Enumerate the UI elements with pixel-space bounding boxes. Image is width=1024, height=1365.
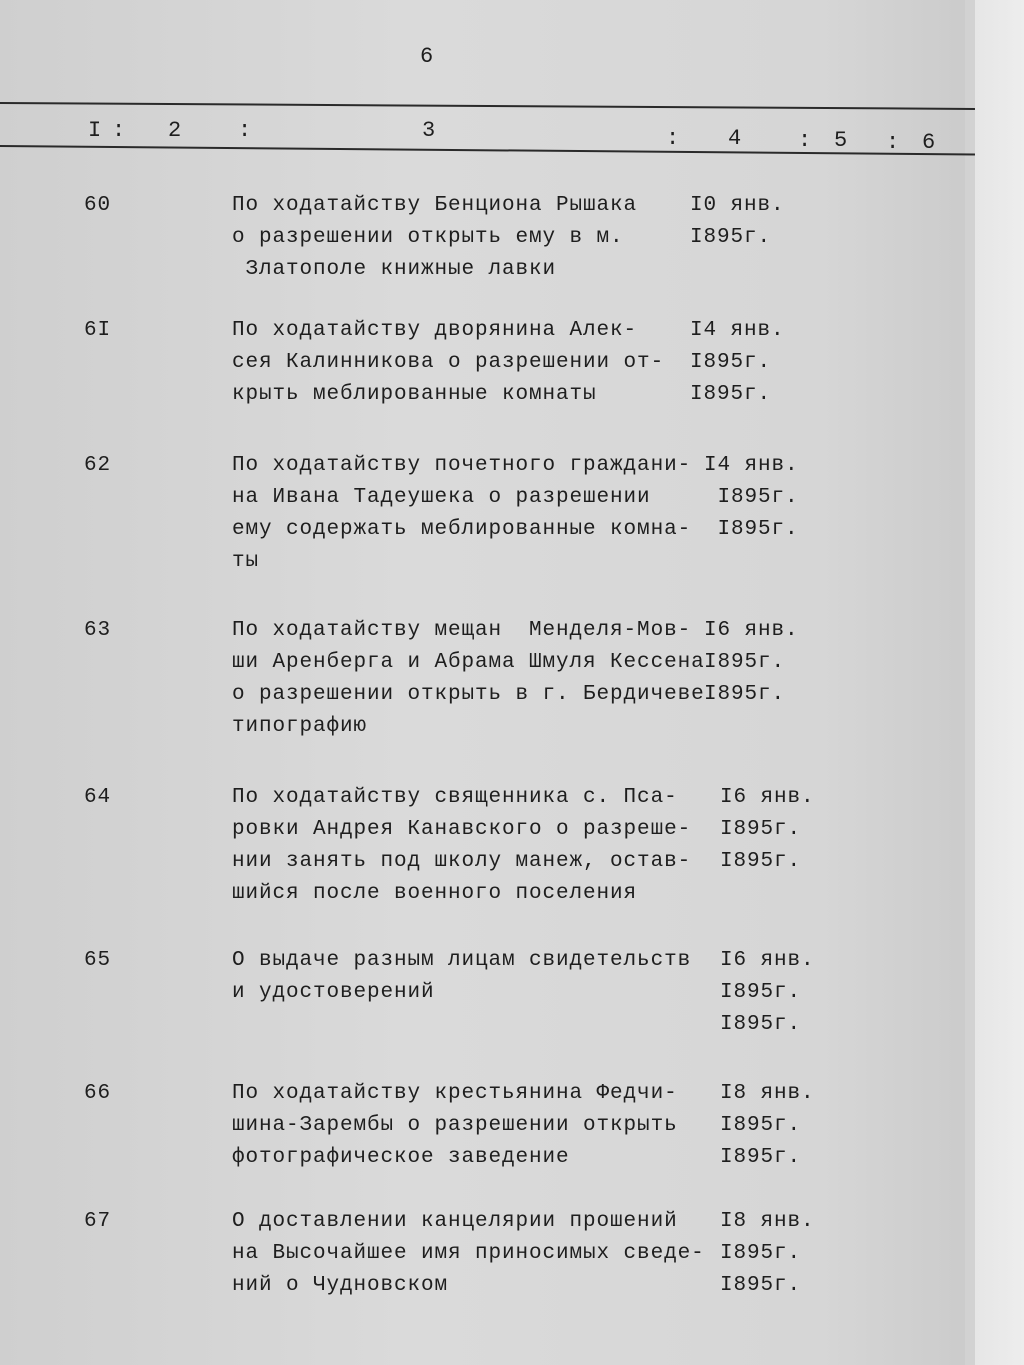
entry-number: 63	[84, 619, 112, 642]
description-line: крыть меблированные комнаты	[232, 383, 597, 406]
description-line: ши Аренберга и Абрама Шмуля Кессена	[232, 651, 705, 674]
description-line: ровки Андрея Канавского о разреше-	[232, 818, 692, 841]
date-line: I895г.	[720, 818, 802, 841]
entry-dates	[690, 190, 785, 254]
entry-description	[232, 1078, 678, 1174]
date-line: I895г.	[690, 383, 772, 406]
date-line: I6 янв.	[720, 949, 815, 972]
description-line: шина-Зарембы о разрешении открыть	[232, 1114, 678, 1137]
date-line: I895г.	[720, 1114, 802, 1137]
entry-description	[232, 615, 705, 743]
underlying-page-edge	[975, 0, 1024, 1365]
entry-dates	[690, 315, 785, 411]
entry-dates	[720, 1078, 815, 1174]
header-bottom-rule	[0, 145, 975, 156]
description-line: на Ивана Тадеушека о разрешении	[232, 486, 651, 509]
description-line: шийся после военного поселения	[232, 882, 638, 905]
entry-dates	[704, 450, 799, 546]
date-line: I895г.	[720, 1146, 802, 1169]
entry-dates	[720, 782, 815, 878]
description-line: По ходатайству священника с. Пса-	[232, 786, 678, 809]
date-line: I895г.	[704, 651, 786, 674]
description-line: ты	[232, 550, 260, 573]
description-line: на Высочайшее имя приносимых сведе-	[232, 1242, 705, 1265]
paper-edge-shadow	[965, 0, 975, 1365]
entry-description	[232, 315, 664, 411]
entry-dates	[704, 615, 799, 711]
date-line: I895г.	[720, 981, 802, 1004]
date-line: I895г.	[704, 683, 786, 706]
date-line: I895г.	[720, 850, 802, 873]
date-line: I895г.	[720, 1242, 802, 1265]
entry-number: 60	[84, 194, 112, 217]
entry-number: 6I	[84, 319, 112, 342]
entry-dates	[720, 945, 815, 1041]
date-line: I6 янв.	[704, 619, 799, 642]
column-header-4: 4	[728, 126, 742, 151]
header-top-rule	[0, 102, 975, 110]
column-header-1: I	[88, 118, 102, 143]
description-line: типографию	[232, 715, 368, 738]
entry-number: 64	[84, 786, 112, 809]
description-line: По ходатайству крестьянина Федчи-	[232, 1082, 678, 1105]
date-line: I4 янв.	[690, 319, 785, 342]
description-line: о разрешении открыть ему в м.	[232, 226, 624, 249]
description-line: сея Калинникова о разрешении от-	[232, 351, 665, 374]
description-line: О выдаче разным лицам свидетельств	[232, 949, 692, 972]
entry-description	[232, 945, 691, 1009]
page-number: 6	[420, 44, 434, 69]
description-line: и удостоверений	[232, 981, 435, 1004]
entry-dates	[720, 1206, 815, 1302]
date-line: I895г.	[720, 1013, 802, 1036]
entry-number: 65	[84, 949, 112, 972]
description-line: По ходатайству мещан Менделя-Мов-	[232, 619, 692, 642]
description-line: О доставлении канцелярии прошений	[232, 1210, 678, 1233]
date-line: I6 янв.	[720, 786, 815, 809]
description-line: нии занять под школу манеж, остав-	[232, 850, 692, 873]
date-line: I8 янв.	[720, 1210, 815, 1233]
entry-description	[232, 782, 691, 910]
date-line: I895г.	[704, 486, 799, 509]
description-line: о разрешении открыть в г. Бердичеве	[232, 683, 705, 706]
date-line: I4 янв.	[704, 454, 799, 477]
description-line: ний о Чудновском	[232, 1274, 449, 1297]
description-line: По ходатайству дворянина Алек-	[232, 319, 638, 342]
description-line: фотографическое заведение	[232, 1146, 570, 1169]
entry-description	[232, 190, 637, 286]
column-header-2: 2	[168, 118, 182, 143]
description-line: ему содержать меблированные комна-	[232, 518, 692, 541]
entry-number: 67	[84, 1210, 112, 1233]
entry-number: 66	[84, 1082, 112, 1105]
date-line: I895г.	[704, 518, 799, 541]
column-header-6: 6	[922, 130, 936, 155]
entry-description	[232, 450, 691, 578]
date-line: I8 янв.	[720, 1082, 815, 1105]
column-header-3: 3	[422, 118, 436, 143]
description-line: Златополе книжные лавки	[232, 258, 557, 281]
date-line: I895г.	[690, 351, 772, 374]
date-line: I895г.	[720, 1274, 802, 1297]
entry-number: 62	[84, 454, 112, 477]
date-line: I0 янв.	[690, 194, 785, 217]
description-line: По ходатайству почетного граждани-	[232, 454, 692, 477]
description-line: По ходатайству Бенциона Рышака	[232, 194, 638, 217]
date-line: I895г.	[690, 226, 772, 249]
column-header-5: 5	[834, 128, 848, 153]
entry-description	[232, 1206, 705, 1302]
